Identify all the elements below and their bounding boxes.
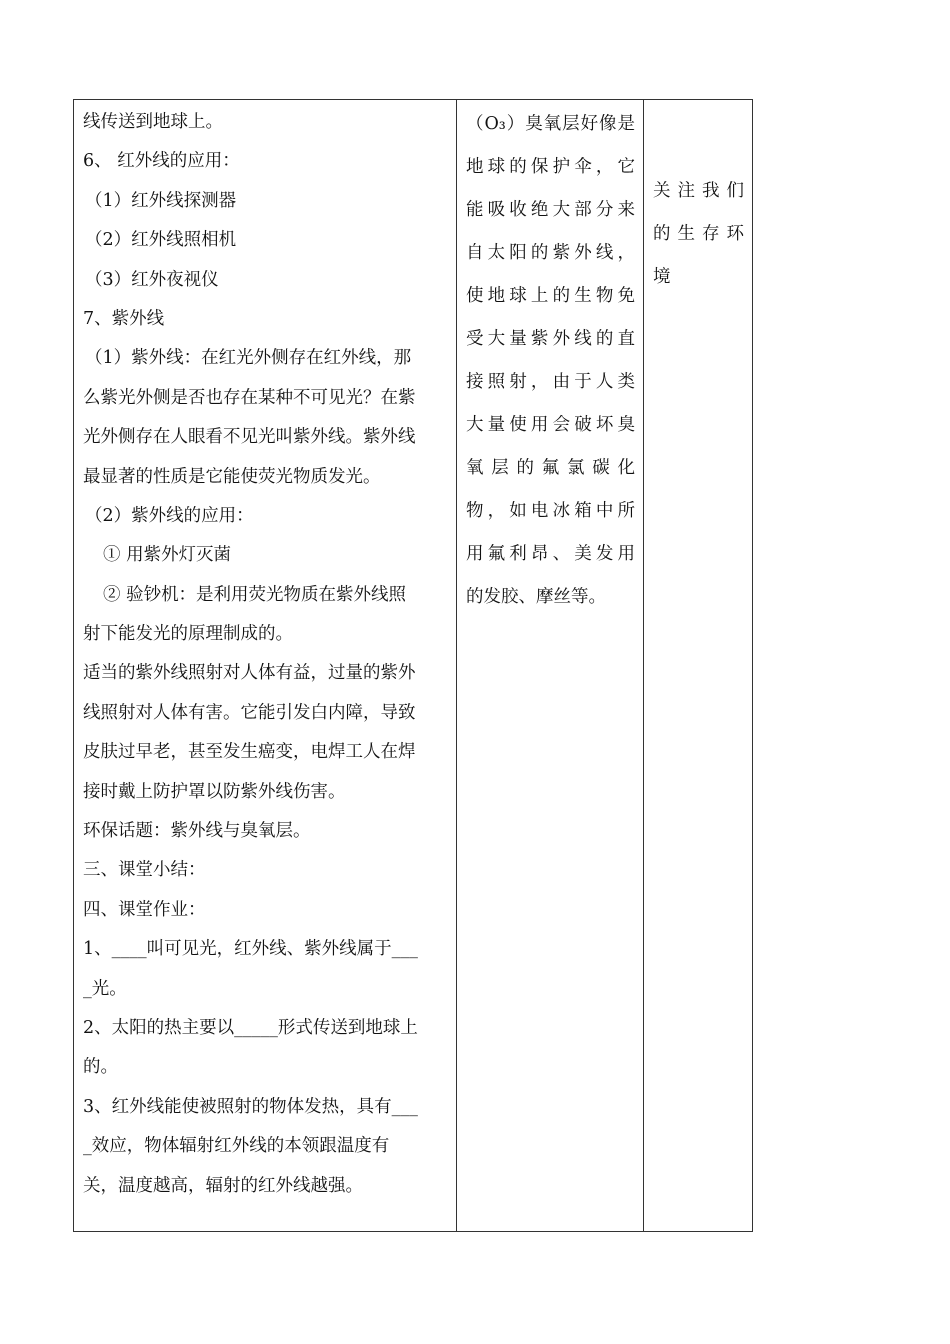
note-line: （O₃）臭氧层好像是 [466,114,635,134]
content-line: 三、课堂小结： [83,860,206,881]
content-line: （3）红外夜视仪 [85,269,219,290]
design-intent-cell [644,100,753,1232]
content-line: 1、____叫可见光，红外线、紫外线属于___ [83,939,418,960]
content-line: 3、红外线能使被照射的物体发热，具有___ [83,1096,418,1117]
note-line: 使地球上的生物免 [466,286,635,306]
goal-line: 的生存环 [653,224,744,244]
student-activity-cell [457,100,644,1232]
content-line: 的。 [83,1057,118,1078]
content-line: 皮肤过早老，甚至发生癌变，电焊工人在焊 [83,742,416,763]
content-line: 光外侧存在人眼看不见光叫紫外线。紫外线 [83,427,416,448]
content-line: 么紫光外侧是否也存在某种不可见光？在紫 [83,387,416,408]
content-line: （2）紫外线的应用： [85,505,254,526]
content-line: 7、紫外线 [83,308,165,329]
content-line: 关，温度越高，辐射的红外线越强。 [83,1175,363,1196]
content-line: 线传送到地球上。 [83,112,223,132]
content-line: 6、 红外线的应用： [83,151,240,172]
content-line: 环保话题：紫外线与臭氧层。 [83,821,311,842]
content-line: （2）红外线照相机 [85,230,237,251]
content-line: 四、课堂作业： [83,899,206,920]
goal-line: 关注我们 [653,181,744,201]
note-line: 大量使用会破坏臭 [466,415,635,435]
content-line: 线照射对人体有害。它能引发白内障，导致 [83,702,416,723]
content-line: ① 用紫外灯灭菌 [103,545,232,566]
content-line: （1）紫外线：在红光外侧存在红外线，那 [85,348,412,369]
lesson-table [73,99,753,1232]
note-line: 氧层的氟氯碳化 [466,458,635,478]
content-line: _效应，物体辐射红外线的本领跟温度有 [83,1136,390,1157]
note-line: 的发胶、摩丝等。 [466,587,606,607]
note-line: 受大量紫外线的直 [466,329,635,349]
content-line: （1）红外线探测器 [85,190,237,211]
note-line: 地球的保护伞，它 [466,157,635,177]
table-row [74,100,753,1232]
note-line: 物，如电冰箱中所 [466,501,635,521]
content-line: ② 验钞机：是利用荧光物质在紫外线照 [103,584,407,605]
note-line: 能吸收绝大部分来 [466,200,635,220]
note-line: 自太阳的紫外线， [466,243,635,263]
content-line: 2、太阳的热主要以_____形式传送到地球上 [83,1017,418,1038]
content-line: 适当的紫外线照射对人体有益，过量的紫外 [83,663,416,684]
content-line: 接时戴上防护罩以防紫外线伤害。 [83,781,346,802]
note-line: 用氟利昂、美发用 [466,544,635,564]
teaching-content-cell [74,100,457,1232]
content-line: 最显著的性质是它能使荧光物质发光。 [83,466,381,487]
content-line: _光。 [83,978,127,999]
content-line: 射下能发光的原理制成的。 [83,624,293,645]
note-line: 接照射，由于人类 [466,372,635,392]
goal-line: 境 [653,267,671,287]
